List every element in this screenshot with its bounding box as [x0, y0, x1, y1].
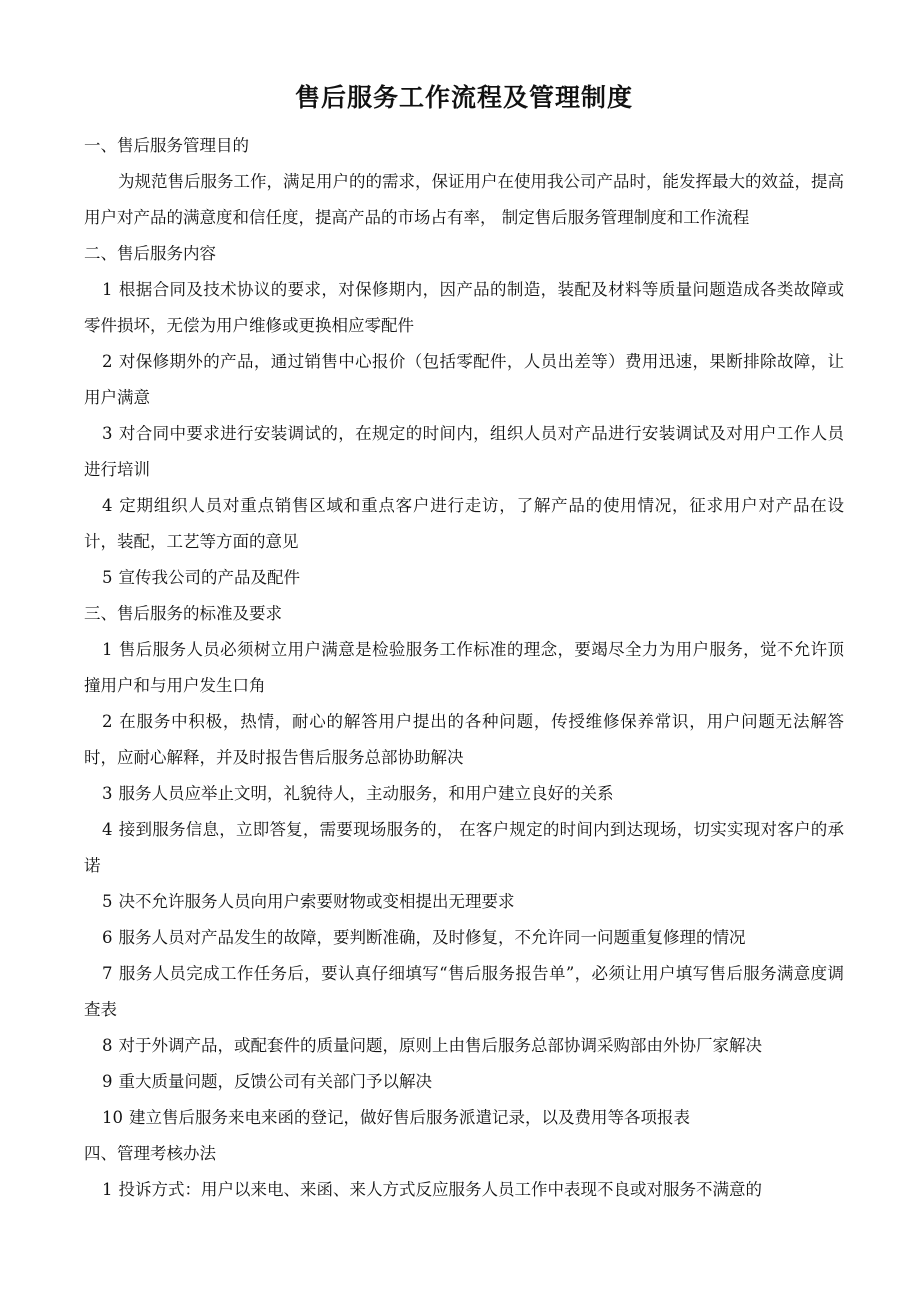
item-text: 对保修期外的产品，通过销售中心报价（包括零配件，人员出差等）费用迅速，果断排除故障，让用户满意 [84, 352, 844, 407]
item-text: 对于外调产品，或配套件的质量问题，原则上由售后服务总部协调采购部由外协厂家解决 [118, 1036, 762, 1055]
list-item [84, 884, 844, 920]
item-text: 服务人员对产品发生的故障，要判断准确，及时修复，不允许同一问题重复修理的情况 [118, 928, 746, 947]
item-number: 3 [102, 784, 113, 803]
item-number: 9 [102, 1072, 113, 1091]
list-item [84, 704, 844, 776]
section-heading-purpose: 一、售后服务管理目的 [84, 136, 249, 155]
section-heading-assessment: 四、管理考核办法 [84, 1144, 216, 1163]
list-item [84, 1064, 844, 1100]
section-heading-content: 二、售后服务内容 [84, 244, 216, 263]
list-item [84, 272, 844, 344]
item-text: 服务人员应举止文明，礼貌待人，主动服务，和用户建立良好的关系 [118, 784, 614, 803]
list-item [84, 488, 844, 560]
item-text: 建立售后服务来电来函的登记，做好售后服务派遣记录，以及费用等各项报表 [129, 1108, 690, 1127]
item-number: 4 [102, 496, 113, 515]
item-text: 售后服务人员必须树立用户满意是检验服务工作标准的理念，要竭尽全力为用户服务，觉不允许顶撞用户和与用户发生口角 [84, 640, 844, 695]
item-text: 宣传我公司的产品及配件 [118, 568, 300, 587]
section-heading-standards: 三、售后服务的标准及要求 [84, 604, 282, 623]
item-number: 6 [102, 928, 113, 947]
list-item [84, 560, 844, 596]
list-item [84, 812, 844, 884]
item-number: 5 [102, 892, 113, 911]
item-text: 决不允许服务人员向用户索要财物或变相提出无理要求 [118, 892, 515, 911]
section-intro-purpose: 为规范售后服务工作，满足用户的的需求，保证用户在使用我公司产品时，能发挥最大的效益，提高用户对产品的满意度和信任度，提高产品的市场占有率， 制定售后服务管理制度和工作流程 [84, 172, 844, 227]
item-number: 1 [102, 640, 113, 659]
item-number: 10 [102, 1108, 123, 1127]
item-text: 定期组织人员对重点销售区域和重点客户进行走访，了解产品的使用情况，征求用户对产品在设计，装配，工艺等方面的意见 [84, 496, 844, 551]
list-item [84, 1172, 844, 1208]
item-text: 服务人员完成工作任务后，要认真仔细填写“售后服务报告单”，必须让用户填写售后服务满意度调查表 [84, 964, 844, 1019]
item-text: 根据合同及技术协议的要求，对保修期内，因产品的制造，装配及材料等质量问题造成各类故障或零件损坏，无偿为用户维修或更换相应零配件 [84, 280, 844, 335]
list-item [84, 416, 844, 488]
item-text: 投诉方式：用户以来电、来函、来人方式反应服务人员工作中表现不良或对服务不满意的 [118, 1180, 762, 1199]
item-text: 在服务中积极，热情，耐心的解答用户提出的各种问题，传授维修保养常识，用户问题无法解答时，应耐心解释，并及时报告售后服务总部协助解决 [84, 712, 844, 767]
item-number: 4 [102, 820, 113, 839]
page-title: 售后服务工作流程及管理制度 [294, 83, 633, 112]
item-number: 8 [102, 1036, 113, 1055]
list-item [84, 1028, 844, 1064]
item-number: 1 [102, 1180, 113, 1199]
list-item [84, 956, 844, 1028]
item-text: 重大质量问题，反馈公司有关部门予以解决 [118, 1072, 432, 1091]
list-item [84, 776, 844, 812]
item-number: 2 [102, 712, 113, 731]
item-number: 1 [102, 280, 113, 299]
list-item [84, 344, 844, 416]
item-number: 7 [102, 964, 113, 983]
list-item [84, 920, 844, 956]
item-text: 接到服务信息，立即答复，需要现场服务的， 在客户规定的时间内到达现场，切实实现对客户的承诺 [84, 820, 844, 875]
list-item [84, 632, 844, 704]
list-item [84, 1100, 844, 1136]
item-text: 对合同中要求进行安装调试的，在规定的时间内，组织人员对产品进行安装调试及对用户工作人员进行培训 [84, 424, 844, 479]
item-number: 2 [102, 352, 113, 371]
item-number: 3 [102, 424, 113, 443]
item-number: 5 [102, 568, 113, 587]
